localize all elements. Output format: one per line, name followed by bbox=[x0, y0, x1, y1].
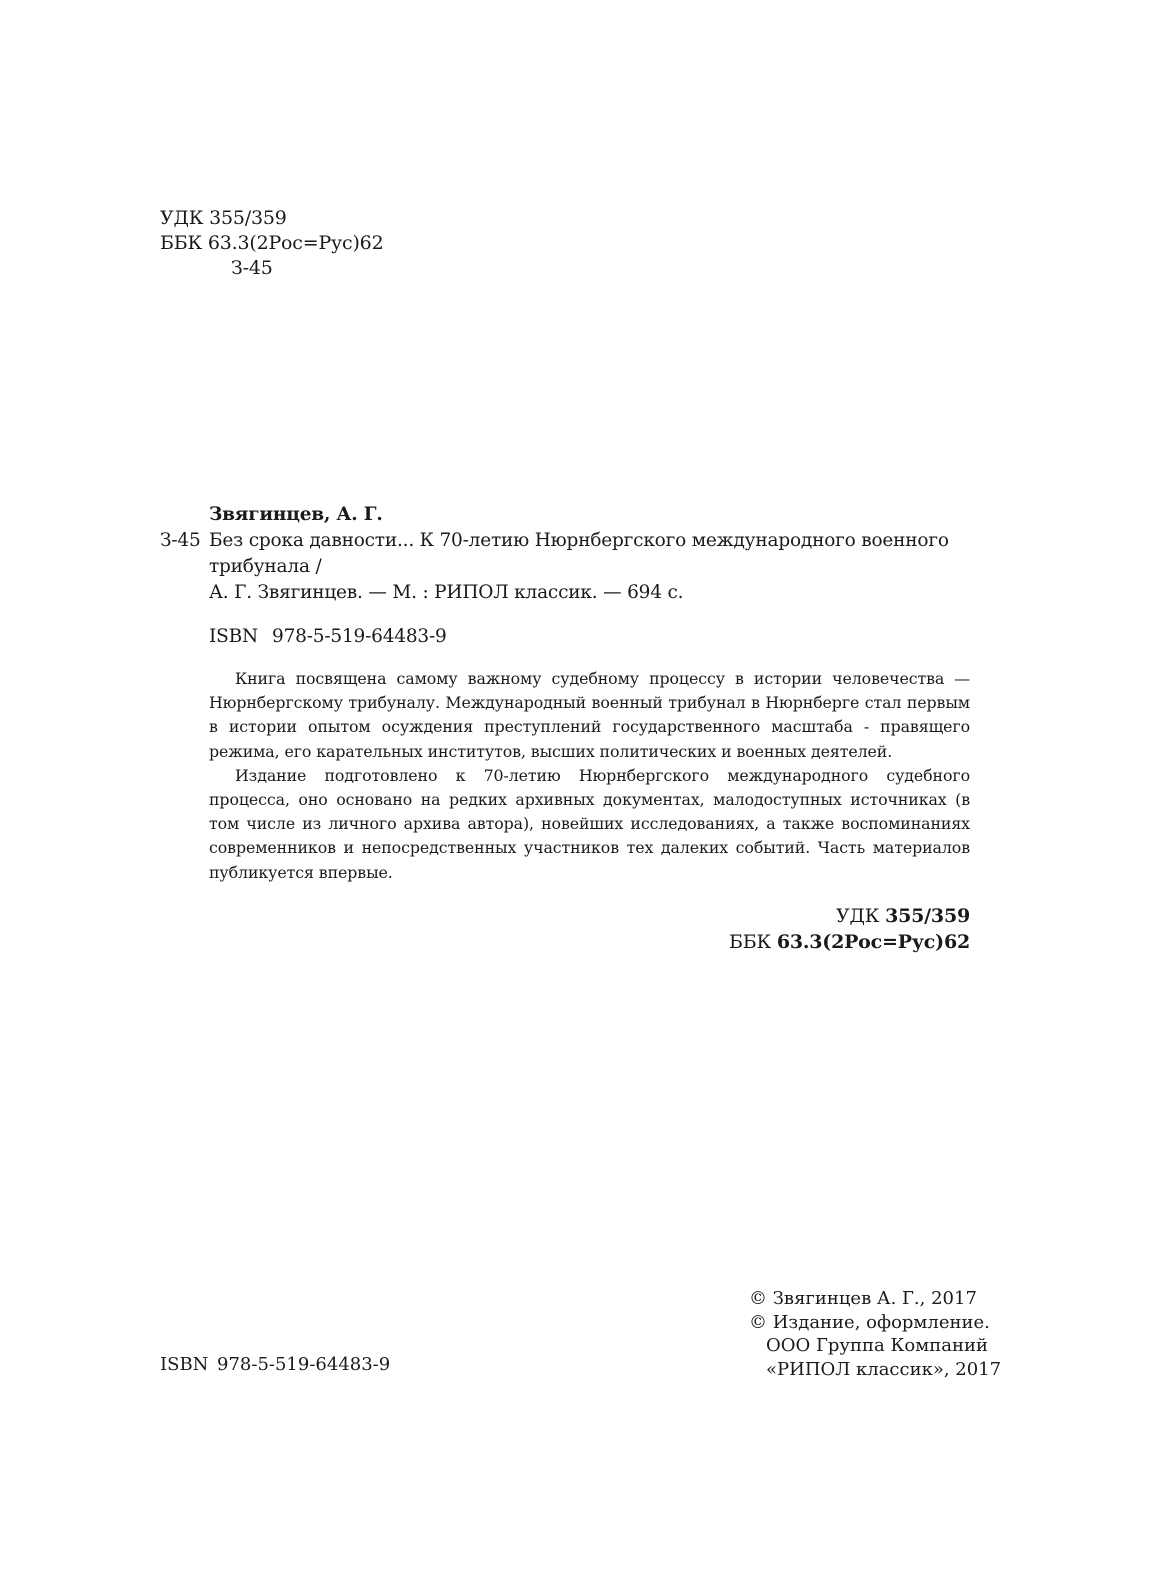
entry-title-line-1: Без срока давности... К 70-летию Нюрнбергского международного военного трибунала / bbox=[209, 530, 949, 577]
bbk-code-bottom bbox=[160, 929, 970, 955]
bbk-label: ББК bbox=[728, 930, 771, 953]
entry-title-line-2: А. Г. Звягинцев. — М. : РИПОЛ классик. — 694 с. bbox=[209, 582, 684, 603]
bibliographic-record bbox=[160, 502, 980, 955]
annotation-paragraph-2: Издание подготовлено к 70-летию Нюрнбергского международного судебного процесса, оно основано на редких архивных документах, малодоступных источниках (в том числе из личного архива автора), новейших исследованиях, а также воспоминаниях современников и непосредственных участников тех далеких событий. Часть материалов публикуется впервые. bbox=[209, 765, 970, 882]
copyright-edition: © Издание, оформление. bbox=[749, 1311, 990, 1333]
bbk-value: 63.3(2Рос=Рус)62 bbox=[776, 930, 970, 953]
udk-code-bottom bbox=[160, 903, 970, 929]
udk-code: УДК 355/359 bbox=[160, 207, 287, 229]
copyright-publisher: ООО Группа Компаний bbox=[766, 1335, 988, 1356]
udk-label: УДК bbox=[835, 904, 880, 927]
copyright-publisher-name: «РИПОЛ классик», 2017 bbox=[766, 1358, 1002, 1380]
footer-isbn bbox=[160, 1353, 390, 1377]
footer-isbn-value: 978-5-519-64483-9 bbox=[217, 1354, 391, 1375]
classification-codes-bottom bbox=[160, 903, 970, 955]
author-sign: З-45 bbox=[231, 257, 273, 279]
copyright-author: © Звягинцев А. Г., 2017 bbox=[749, 1288, 977, 1309]
bbk-code: ББК 63.3(2Рос=Рус)62 bbox=[160, 232, 384, 254]
footer-isbn-label: ISBN bbox=[160, 1354, 209, 1375]
bibliographic-entry bbox=[160, 528, 980, 606]
entry-sign: З-45 bbox=[160, 530, 201, 551]
isbn-label: ISBN bbox=[209, 626, 258, 647]
isbn-value: 978-5-519-64483-9 bbox=[272, 626, 447, 647]
udk-value: 355/359 bbox=[885, 904, 970, 927]
copyright-block bbox=[749, 1287, 1001, 1381]
annotation bbox=[160, 667, 970, 885]
author-heading: Звягинцев, А. Г. bbox=[209, 504, 383, 525]
entry-isbn bbox=[160, 624, 980, 650]
classification-codes-top bbox=[160, 206, 383, 281]
annotation-paragraph-1: Книга посвящена самому важному судебному процессу в истории человечества — Нюрнбергскому трибуналу. Международный военный трибунал в Нюрнберге стал первым в истории опытом осуждения преступлений государственного масштаба - правящего режима, его карательных институтов, высших политических и военных деятелей. bbox=[209, 669, 970, 761]
